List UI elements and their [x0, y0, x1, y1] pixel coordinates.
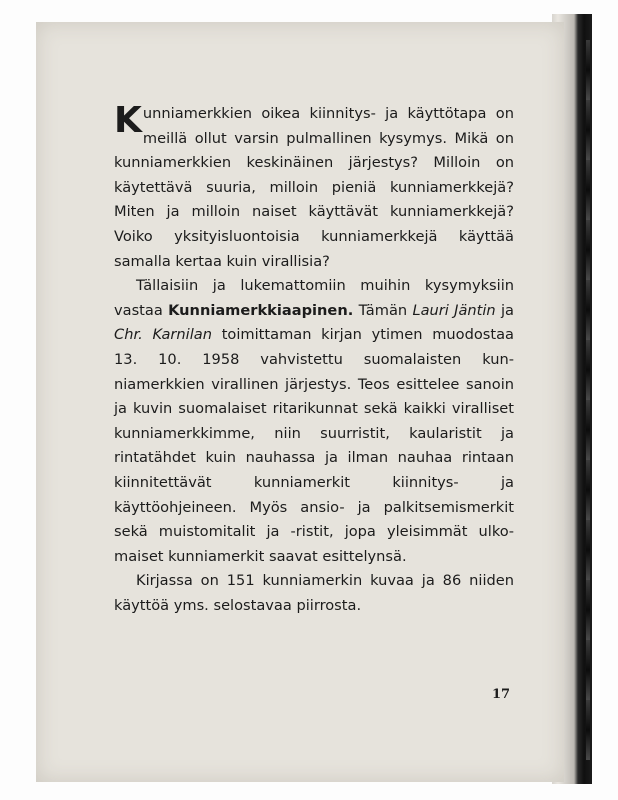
paragraph-1 [114, 102, 514, 274]
paragraph-2-intro: Tällaisiin ja lukemattomiin muihin kysymyksiin vastaa [114, 277, 514, 319]
paragraph-1-text: unniamerkkien oikea kiinnitys- ja käyttötapa on meillä ollut varsin pulmallinen kysymys. Mikä on kunniamerkkien keskinäinen järjestys? Milloin on käytettävä suuria, milloin pieniä kunniamerkkejä? Miten ja milloin naiset käyttävät kunniamerkkejä? Voiko yksityisluontoisia kunniamerkkejä käyttää samalla kertaa kuin virallisia? [114, 105, 514, 270]
book-title: Kunniamerkkiaapinen. [168, 301, 354, 319]
drop-cap: K [114, 100, 141, 141]
paragraph-2-mid-1: Tämän [353, 301, 413, 319]
paragraph-2 [114, 274, 514, 569]
paragraph-3-text: Kirjassa on 151 kunniamerkin kuvaa ja 86 niiden käyttöä yms. selostavaa piirrosta. [114, 572, 514, 614]
author-1: Lauri Jäntin [412, 301, 496, 319]
author-2: Chr. Karnilan [114, 326, 212, 344]
paragraph-2-mid-2: ja [495, 301, 514, 319]
paragraph-2-rest: toimittaman kirjan ytimen muodostaa 13. 10. 1958 vahvistettu suomalaisten kunniamerkkien virallinen järjestys. Teos esittelee sanoin ja kuvin suomalaiset ritarikunnat sekä kaikki viralliset kunniamerkkimme, niin suurristit, kaularistit ja rintatähdet kuin nauhassa ja ilman nauhaa rintaan kiinnitettävät kunniamerkit kiinnitys- ja käyttöohjeineen. Myös ansio- ja palkitsemismerkit sekä muistomitalit ja -ristit, jopa yleisimmät ulkomaiset kunniamerkit saavat esittelynsä. [114, 326, 514, 565]
page-sheet [36, 22, 564, 782]
paragraph-3 [114, 569, 514, 618]
page-number: 17 [492, 687, 511, 702]
spine-edge [586, 40, 590, 760]
body-text [114, 102, 514, 618]
